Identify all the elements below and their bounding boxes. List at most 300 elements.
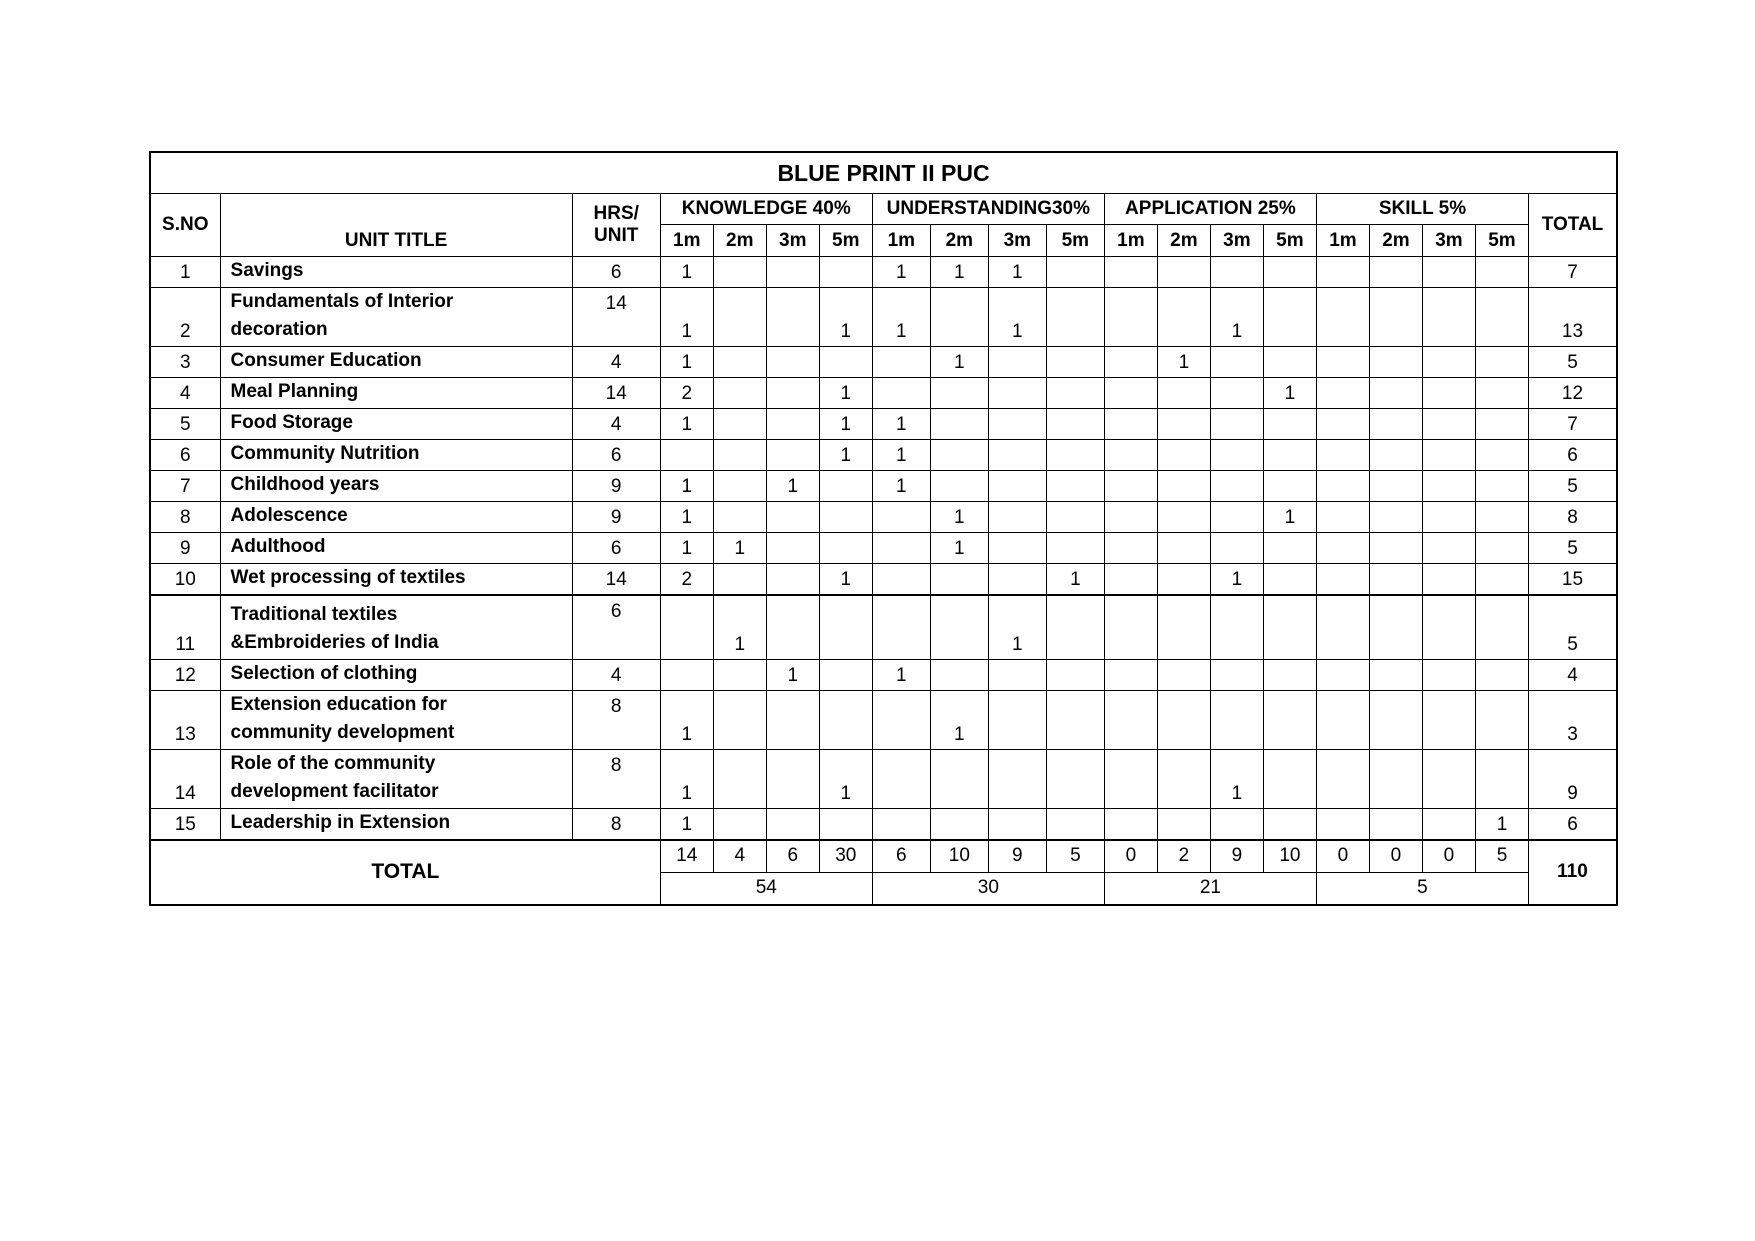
- table-row: [150, 347, 1617, 378]
- mark-count-cell: [1046, 808, 1104, 840]
- row-total-cell: 5: [1528, 471, 1617, 502]
- mark-count-cell: [1104, 502, 1157, 533]
- row-total-cell: 9: [1528, 749, 1617, 808]
- sno-cell: 14: [150, 749, 220, 808]
- unit-title-cell: [220, 471, 572, 502]
- mark-count-cell: [713, 409, 766, 440]
- hrs-cell: 6: [572, 595, 660, 659]
- mark-header: 3m: [766, 225, 819, 257]
- mark-count-cell: 1: [819, 288, 872, 347]
- mark-count-cell: [819, 595, 872, 659]
- table-row: [150, 808, 1617, 840]
- mark-count-cell: [988, 378, 1046, 409]
- mark-count-cell: [1316, 347, 1369, 378]
- mark-count-cell: [988, 533, 1046, 564]
- mark-count-cell: [1046, 409, 1104, 440]
- mark-count-cell: 1: [819, 564, 872, 596]
- mark-count-cell: [1369, 564, 1422, 596]
- mark-count-cell: [1316, 690, 1369, 749]
- mark-count-cell: [766, 595, 819, 659]
- mark-count-cell: [1263, 440, 1316, 471]
- mark-count-cell: [713, 378, 766, 409]
- mark-header: 2m: [930, 225, 988, 257]
- mark-count-cell: [1369, 440, 1422, 471]
- unit-title-cell: [220, 440, 572, 471]
- mark-count-cell: [1104, 378, 1157, 409]
- mark-count-cell: 1: [660, 347, 713, 378]
- mark-count-cell: [1263, 409, 1316, 440]
- mark-count-cell: [1104, 257, 1157, 288]
- mark-count-cell: [1157, 409, 1210, 440]
- mark-count-cell: [1475, 749, 1528, 808]
- mark-count-cell: [766, 564, 819, 596]
- mark-count-cell: 1: [1210, 749, 1263, 808]
- mark-count-cell: [713, 690, 766, 749]
- mark-count-cell: [1316, 502, 1369, 533]
- mark-count-cell: [1046, 378, 1104, 409]
- mark-count-cell: [819, 690, 872, 749]
- mark-count-cell: [930, 749, 988, 808]
- mark-count-cell: [1475, 471, 1528, 502]
- mark-count-cell: [872, 595, 930, 659]
- mark-count-cell: [1046, 257, 1104, 288]
- mark-count-cell: [1316, 533, 1369, 564]
- mark-count-cell: [1369, 533, 1422, 564]
- mark-count-cell: [819, 808, 872, 840]
- unit-title-line: Selection of clothing: [230, 662, 418, 684]
- mark-count-cell: [1369, 347, 1422, 378]
- mark-count-cell: 1: [713, 533, 766, 564]
- row-total-cell: 7: [1528, 257, 1617, 288]
- mark-count-cell: 1: [930, 690, 988, 749]
- mark-count-cell: [713, 471, 766, 502]
- group-total-cell: 30: [872, 872, 1104, 905]
- mark-count-cell: [713, 749, 766, 808]
- mark-count-cell: [988, 440, 1046, 471]
- hrs-cell: 9: [572, 471, 660, 502]
- mark-count-cell: 1: [819, 409, 872, 440]
- mark-header: 5m: [1046, 225, 1104, 257]
- mark-count-cell: [930, 808, 988, 840]
- sno-cell: 13: [150, 690, 220, 749]
- mark-count-cell: [1369, 659, 1422, 690]
- table-row: [150, 749, 1617, 808]
- hrs-header: [572, 194, 660, 257]
- mark-count-cell: [1210, 409, 1263, 440]
- column-total-cell: 0: [1104, 840, 1157, 873]
- group-header-application: APPLICATION 25%: [1104, 194, 1316, 225]
- mark-header: 2m: [1157, 225, 1210, 257]
- mark-count-cell: [1316, 257, 1369, 288]
- mark-count-cell: [1210, 257, 1263, 288]
- mark-count-cell: [1369, 378, 1422, 409]
- hrs-cell: 8: [572, 808, 660, 840]
- mark-count-cell: [1157, 288, 1210, 347]
- mark-count-cell: [1475, 533, 1528, 564]
- mark-count-cell: [1046, 533, 1104, 564]
- mark-count-cell: [819, 502, 872, 533]
- unit-title-line: &Embroideries of India: [230, 631, 439, 653]
- mark-count-cell: 1: [988, 288, 1046, 347]
- mark-count-cell: [1104, 471, 1157, 502]
- mark-count-cell: 2: [660, 378, 713, 409]
- mark-count-cell: 1: [660, 471, 713, 502]
- mark-count-cell: [1157, 690, 1210, 749]
- mark-count-cell: [1210, 808, 1263, 840]
- mark-count-cell: [988, 808, 1046, 840]
- mark-count-cell: [1210, 347, 1263, 378]
- mark-count-cell: [1475, 409, 1528, 440]
- mark-count-cell: [1263, 595, 1316, 659]
- mark-count-cell: [766, 257, 819, 288]
- column-total-cell: 5: [1046, 840, 1104, 873]
- mark-count-cell: [1263, 564, 1316, 596]
- mark-count-cell: [1046, 471, 1104, 502]
- mark-count-cell: [1316, 471, 1369, 502]
- unit-title-line: Role of the community: [230, 752, 436, 774]
- unit-title-line: Wet processing of textiles: [230, 567, 466, 588]
- hrs-cell: 14: [572, 378, 660, 409]
- mark-count-cell: [660, 595, 713, 659]
- mark-count-cell: [872, 347, 930, 378]
- unit-title-line: Extension education for: [230, 693, 447, 715]
- mark-count-cell: 1: [660, 690, 713, 749]
- unit-title-header: UNIT TITLE: [220, 194, 572, 257]
- mark-count-cell: [1263, 288, 1316, 347]
- mark-count-cell: [988, 564, 1046, 596]
- mark-count-cell: 1: [660, 502, 713, 533]
- mark-count-cell: 1: [1046, 564, 1104, 596]
- mark-count-cell: [1157, 533, 1210, 564]
- mark-count-cell: [1263, 808, 1316, 840]
- table-row: [150, 471, 1617, 502]
- column-total-cell: 10: [930, 840, 988, 873]
- mark-count-cell: [1422, 690, 1475, 749]
- table-row: [150, 659, 1617, 690]
- mark-count-cell: [1475, 347, 1528, 378]
- sno-cell: 11: [150, 595, 220, 659]
- unit-title-cell: [220, 409, 572, 440]
- unit-title-line: community development: [230, 721, 455, 743]
- row-total-cell: 6: [1528, 808, 1617, 840]
- mark-count-cell: [1046, 690, 1104, 749]
- mark-count-cell: [1316, 749, 1369, 808]
- sno-cell: 3: [150, 347, 220, 378]
- unit-title-cell: [220, 257, 572, 288]
- column-total-cell: 2: [1157, 840, 1210, 873]
- mark-count-cell: [1210, 595, 1263, 659]
- mark-count-cell: [766, 288, 819, 347]
- group-header-skill: SKILL 5%: [1316, 194, 1528, 225]
- mark-count-cell: [1369, 409, 1422, 440]
- sno-cell: 8: [150, 502, 220, 533]
- mark-header: 3m: [988, 225, 1046, 257]
- mark-count-cell: [1104, 659, 1157, 690]
- row-total-cell: 4: [1528, 659, 1617, 690]
- mark-header: 3m: [1210, 225, 1263, 257]
- column-total-cell: 6: [766, 840, 819, 873]
- unit-title-cell: [220, 378, 572, 409]
- row-total-cell: 13: [1528, 288, 1617, 347]
- mark-count-cell: [1046, 347, 1104, 378]
- mark-count-cell: [1046, 288, 1104, 347]
- mark-count-cell: [1422, 440, 1475, 471]
- mark-count-cell: [1263, 749, 1316, 808]
- unit-title-cell: [220, 595, 572, 659]
- mark-count-cell: [1210, 440, 1263, 471]
- mark-count-cell: [1369, 749, 1422, 808]
- table-title: BLUE PRINT II PUC: [150, 152, 1617, 194]
- mark-count-cell: [872, 690, 930, 749]
- sno-cell: 4: [150, 378, 220, 409]
- row-total-cell: 5: [1528, 533, 1617, 564]
- table-row: [150, 378, 1617, 409]
- mark-count-cell: [1316, 378, 1369, 409]
- mark-count-cell: [819, 659, 872, 690]
- mark-count-cell: 1: [1263, 502, 1316, 533]
- mark-count-cell: [1316, 808, 1369, 840]
- mark-header: 5m: [819, 225, 872, 257]
- mark-count-cell: [988, 409, 1046, 440]
- unit-title-cell: [220, 288, 572, 347]
- mark-count-cell: [1422, 502, 1475, 533]
- unit-title-cell: [220, 533, 572, 564]
- sno-cell: 10: [150, 564, 220, 596]
- column-total-cell: 9: [1210, 840, 1263, 873]
- mark-count-cell: [1475, 502, 1528, 533]
- unit-title-cell: [220, 502, 572, 533]
- unit-title-cell: [220, 808, 572, 840]
- mark-count-cell: [713, 347, 766, 378]
- mark-count-cell: [1210, 533, 1263, 564]
- sno-cell: 1: [150, 257, 220, 288]
- mark-count-cell: [1157, 440, 1210, 471]
- mark-count-cell: [930, 440, 988, 471]
- mark-count-cell: [872, 564, 930, 596]
- sno-cell: 6: [150, 440, 220, 471]
- column-total-cell: 6: [872, 840, 930, 873]
- unit-title-cell: [220, 749, 572, 808]
- mark-count-cell: 1: [713, 595, 766, 659]
- table-row: [150, 533, 1617, 564]
- mark-count-cell: [1157, 378, 1210, 409]
- mark-count-cell: [713, 808, 766, 840]
- mark-count-cell: 1: [1475, 808, 1528, 840]
- mark-count-cell: 1: [988, 257, 1046, 288]
- mark-count-cell: [766, 409, 819, 440]
- mark-count-cell: 1: [660, 808, 713, 840]
- unit-title-line: Adulthood: [230, 536, 326, 557]
- mark-count-cell: [1263, 471, 1316, 502]
- mark-count-cell: [713, 257, 766, 288]
- mark-header: 5m: [1263, 225, 1316, 257]
- row-total-cell: 15: [1528, 564, 1617, 596]
- mark-count-cell: [1210, 378, 1263, 409]
- hrs-cell: 6: [572, 440, 660, 471]
- sno-cell: 9: [150, 533, 220, 564]
- mark-count-cell: [930, 659, 988, 690]
- mark-count-cell: [1475, 564, 1528, 596]
- mark-header: 1m: [1104, 225, 1157, 257]
- row-total-cell: 3: [1528, 690, 1617, 749]
- column-total-cell: 10: [1263, 840, 1316, 873]
- mark-header: 1m: [872, 225, 930, 257]
- mark-count-cell: [1157, 595, 1210, 659]
- hrs-header-line1: HRS/: [593, 203, 639, 224]
- mark-count-cell: [930, 378, 988, 409]
- mark-count-cell: [713, 288, 766, 347]
- blueprint-table: [149, 151, 1618, 906]
- sno-cell: 5: [150, 409, 220, 440]
- unit-title-cell: [220, 347, 572, 378]
- mark-count-cell: [1104, 690, 1157, 749]
- mark-count-cell: 1: [819, 378, 872, 409]
- mark-count-cell: [1422, 808, 1475, 840]
- group-header-knowledge: KNOWLEDGE 40%: [660, 194, 872, 225]
- sno-cell: 12: [150, 659, 220, 690]
- mark-count-cell: [1046, 502, 1104, 533]
- mark-count-cell: 1: [872, 440, 930, 471]
- mark-count-cell: [930, 595, 988, 659]
- mark-count-cell: [1422, 347, 1475, 378]
- unit-title-line: Fundamentals of Interior: [230, 291, 454, 312]
- row-total-cell: 5: [1528, 595, 1617, 659]
- mark-count-cell: [713, 502, 766, 533]
- mark-count-cell: [1104, 409, 1157, 440]
- mark-count-cell: [1157, 659, 1210, 690]
- mark-count-cell: [930, 409, 988, 440]
- mark-count-cell: [1263, 257, 1316, 288]
- mark-count-cell: [1422, 659, 1475, 690]
- mark-count-cell: [930, 471, 988, 502]
- mark-count-cell: [1157, 749, 1210, 808]
- column-total-cell: 30: [819, 840, 872, 873]
- mark-count-cell: [1316, 659, 1369, 690]
- sno-cell: 2: [150, 288, 220, 347]
- mark-count-cell: [988, 502, 1046, 533]
- mark-count-cell: [1316, 288, 1369, 347]
- mark-count-cell: 1: [988, 595, 1046, 659]
- mark-count-cell: [1369, 808, 1422, 840]
- unit-title-line: Meal Planning: [230, 381, 359, 402]
- mark-count-cell: [1475, 690, 1528, 749]
- mark-count-cell: [988, 347, 1046, 378]
- table-row: [150, 502, 1617, 533]
- hrs-cell: 9: [572, 502, 660, 533]
- mark-count-cell: [1422, 749, 1475, 808]
- mark-count-cell: [713, 659, 766, 690]
- mark-count-cell: 1: [766, 659, 819, 690]
- row-total-cell: 12: [1528, 378, 1617, 409]
- mark-count-cell: [1369, 471, 1422, 502]
- mark-count-cell: 1: [872, 288, 930, 347]
- mark-count-cell: [872, 378, 930, 409]
- hrs-cell: 4: [572, 659, 660, 690]
- mark-count-cell: [1316, 440, 1369, 471]
- table-row: [150, 440, 1617, 471]
- mark-count-cell: [766, 502, 819, 533]
- mark-count-cell: [1210, 471, 1263, 502]
- mark-count-cell: [1104, 808, 1157, 840]
- mark-count-cell: 1: [819, 749, 872, 808]
- mark-count-cell: [1316, 409, 1369, 440]
- mark-count-cell: [1104, 440, 1157, 471]
- column-total-cell: 4: [713, 840, 766, 873]
- mark-count-cell: [1422, 257, 1475, 288]
- table-row: [150, 690, 1617, 749]
- sno-cell: 15: [150, 808, 220, 840]
- mark-count-cell: [1210, 659, 1263, 690]
- hrs-cell: 4: [572, 347, 660, 378]
- mark-count-cell: [1104, 347, 1157, 378]
- sno-header: S.NO: [150, 194, 220, 257]
- mark-count-cell: [1104, 288, 1157, 347]
- unit-title-line: Adolescence: [230, 505, 348, 526]
- mark-count-cell: 1: [660, 257, 713, 288]
- mark-count-cell: [988, 471, 1046, 502]
- table-row: [150, 564, 1617, 596]
- mark-count-cell: [872, 533, 930, 564]
- mark-count-cell: [766, 440, 819, 471]
- mark-count-cell: [819, 347, 872, 378]
- mark-count-cell: [988, 749, 1046, 808]
- mark-count-cell: [1475, 378, 1528, 409]
- table-body: [150, 257, 1617, 840]
- mark-count-cell: 1: [930, 533, 988, 564]
- mark-count-cell: 1: [1157, 347, 1210, 378]
- mark-count-cell: 1: [930, 347, 988, 378]
- column-total-cell: 5: [1475, 840, 1528, 873]
- mark-count-cell: [1422, 595, 1475, 659]
- unit-title-cell: [220, 659, 572, 690]
- mark-header: 2m: [1369, 225, 1422, 257]
- mark-count-cell: [1369, 288, 1422, 347]
- unit-title-line: Leadership in Extension: [230, 811, 451, 833]
- mark-count-cell: 1: [660, 533, 713, 564]
- mark-count-cell: 1: [1263, 378, 1316, 409]
- mark-count-cell: [988, 659, 1046, 690]
- mark-count-cell: [1046, 659, 1104, 690]
- mark-count-cell: [1046, 595, 1104, 659]
- totals-row: [150, 840, 1617, 873]
- mark-count-cell: [1475, 288, 1528, 347]
- mark-header: 5m: [1475, 225, 1528, 257]
- mark-count-cell: [1369, 690, 1422, 749]
- mark-header: 2m: [713, 225, 766, 257]
- mark-count-cell: [1369, 595, 1422, 659]
- mark-count-cell: 1: [930, 257, 988, 288]
- row-total-cell: 8: [1528, 502, 1617, 533]
- row-total-cell: 7: [1528, 409, 1617, 440]
- mark-count-cell: [1422, 288, 1475, 347]
- mark-count-cell: [766, 347, 819, 378]
- mark-count-cell: 1: [1210, 288, 1263, 347]
- row-total-cell: 5: [1528, 347, 1617, 378]
- mark-count-cell: 1: [872, 471, 930, 502]
- mark-count-cell: [1369, 257, 1422, 288]
- mark-count-cell: 1: [930, 502, 988, 533]
- mark-header: 1m: [1316, 225, 1369, 257]
- mark-count-cell: [1263, 690, 1316, 749]
- mark-count-cell: 1: [872, 659, 930, 690]
- mark-count-cell: [1263, 659, 1316, 690]
- mark-count-cell: [660, 440, 713, 471]
- mark-count-cell: [766, 749, 819, 808]
- mark-count-cell: [1157, 471, 1210, 502]
- column-total-cell: 0: [1369, 840, 1422, 873]
- mark-count-cell: [819, 533, 872, 564]
- mark-count-cell: [1046, 440, 1104, 471]
